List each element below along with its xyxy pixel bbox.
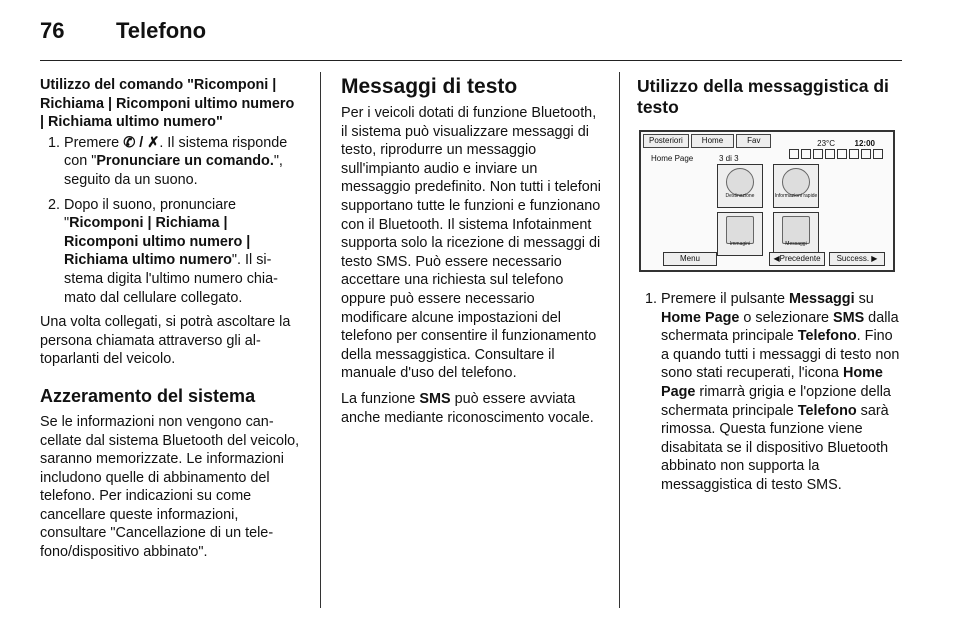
reset-heading: Azzeramento del sistema (40, 385, 256, 406)
status-icon (801, 149, 811, 159)
status-icon (789, 149, 799, 159)
column-1 (40, 76, 302, 569)
paragraph: Per i veicoli dotati di funzione Bluetooth, il sistema può visualizzare messaggi di testo, riprodurre un messaggio sull'impianto audio e inviare un messaggio predefinito. Non tutti i telefoni supportano tutte le funzioni e funzionano con il Bluetooth. Il sistema Infotainment supporta solo la ricezione di messaggi di testo SMS. Può essere necessario accettare una richiesta sul telefono oppure può essere necessario modificare alcune impostazioni del telefono per consentire il funzionamento della messaggistica. Consultare il manuale d'uso del telefono. (341, 105, 601, 382)
tile-messages: Messaggi (773, 212, 819, 256)
tile-pictures: Immagini (717, 212, 763, 256)
column-divider-1 (320, 72, 321, 608)
screen-status-icons (787, 149, 883, 159)
screen-temperature: 23°C (817, 139, 835, 148)
messaging-steps (637, 290, 903, 495)
status-icon (837, 149, 847, 159)
screen-next-button: Success. ▶ (829, 252, 885, 266)
list-item: 1. Premere ✆ / ✗. Il sistema risponde con "Pronunciare un comando.", seguito da un suono. (64, 134, 302, 190)
screen-subtitle: Home Page (651, 154, 694, 163)
status-icon (861, 149, 871, 159)
list-item: 2. Dopo il suono, pronunciare "Ricomponi | Richiama | Ricomponi ultimo numero | Richiama ultimo numero". Il sistema digita l'ultimo numero chiamato dal cellulare collegato. (64, 196, 302, 308)
header-rule (40, 60, 902, 61)
phone-hangup-icon: ✆ / ✗ (123, 134, 160, 151)
redial-steps (40, 134, 302, 307)
status-icon (873, 149, 883, 159)
column-divider-2 (619, 72, 620, 608)
screen-page-indicator: 3 di 3 (719, 154, 739, 163)
status-icon (849, 149, 859, 159)
messaging-heading: Utilizzo della messaggistica di testo (637, 76, 889, 117)
tile-quick-info: Informazioni rapide (773, 164, 819, 208)
page-header (40, 18, 206, 48)
screen-menu-button: Menu (663, 252, 717, 266)
text-messages-heading: Messaggi di testo (341, 75, 518, 98)
tile-destination: Destinazione (717, 164, 763, 208)
screen-time: 12:00 (854, 139, 875, 148)
paragraph: La funzione SMS può essere avviata anche mediante riconoscimento vocale. (341, 390, 594, 426)
tab-fav: Fav (736, 134, 771, 148)
redial-heading: Utilizzo del comando "Ricomponi | Richiama | Ricomponi ultimo numero | Richiama ultimo numero" (40, 77, 295, 131)
list-item: 1. Premere il pulsante Messaggi su Home Page o selezionare SMS dalla schermata principale Telefono. Fino a quando tutti i messaggi di testo non sono stati recuperati, l'icona Home Page rimarrà grigia e l'opzione della schermata principale Telefono sarà rimossa. Questa funzione viene disabitata se il dispositivo Bluetooth abbinato non supporta la messaggistica di testo SMS. (661, 290, 903, 495)
paragraph: Una volta collegati, si potrà ascoltare la persona chiamata attraverso gli altoparlanti del veicolo. (40, 314, 291, 368)
paragraph: Se le informazioni non vengono cancellate dal sistema Bluetooth del veicolo, saranno memorizzate. Le informazioni includono quelle di abbinamento del telefono. Per indicazioni su come cancellare queste informazioni, consultare "Cancellazione di un telefono/dispositivo abbinato". (40, 413, 300, 561)
status-icon (813, 149, 823, 159)
tab-posteriori: Posteriori (643, 134, 689, 148)
infotainment-screen-illustration (639, 130, 895, 272)
status-icon (825, 149, 835, 159)
section-title: Telefono (116, 18, 207, 43)
page-number: 76 (40, 18, 65, 43)
column-3 (637, 76, 903, 501)
column-2 (341, 76, 603, 434)
screen-prev-button: ◀Precedente (769, 252, 825, 266)
tab-home: Home (691, 134, 734, 148)
